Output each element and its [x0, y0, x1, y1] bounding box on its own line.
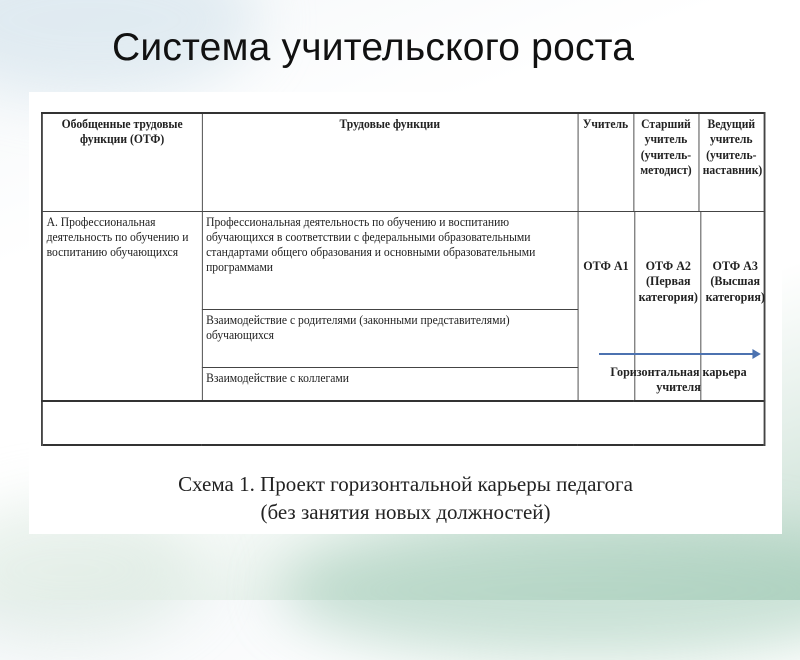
otf-table	[41, 112, 765, 446]
otf-a1-label	[578, 258, 634, 274]
scan-panel	[29, 92, 782, 534]
generalized-function-cell: А. Профессиональная деятельность по обучению и воспитанию обучающихся	[42, 211, 202, 401]
header-functions: Трудовые функции	[202, 113, 578, 211]
table-header-row	[42, 113, 765, 211]
labor-function-2: Взаимодействие с родителями (законными представителями) обучающихся	[202, 309, 578, 367]
labor-function-3: Взаимодействие с коллегами	[202, 367, 578, 401]
otf-a1-code: ОТФ А1	[583, 257, 629, 273]
otf-a2-category: (Первая категория)	[638, 273, 698, 305]
caption-line-1: Схема 1. Проект горизонтальной карьеры педагога	[178, 472, 633, 496]
caption-line-2: (без занятия новых должностей)	[260, 500, 551, 524]
slide-title: Система учительского роста	[112, 26, 635, 69]
labor-function-1: Профессиональная деятельность по обучению и воспитанию обучающихся в соответствии с федеральными образовательными стандартами общего образования и основными образовательными программами	[202, 211, 578, 309]
header-otf: Обобщенные трудовые функции (ОТФ)	[42, 113, 202, 211]
career-cell	[578, 211, 765, 401]
otf-a2-label	[636, 258, 701, 306]
table-empty-row	[42, 401, 765, 445]
otf-a3-category: (Высшая категория)	[705, 273, 765, 305]
table-row	[42, 211, 765, 309]
header-teacher: Учитель	[578, 113, 634, 211]
header-senior-teacher: Старший учитель (учитель-методист)	[633, 113, 698, 211]
background-glow-bottom-right	[280, 520, 800, 660]
arrow-head-icon	[752, 349, 760, 359]
otf-a3-label	[703, 258, 768, 306]
otf-a3-code: ОТФ А3	[712, 257, 758, 273]
otf-a2-code: ОТФ А2	[645, 257, 691, 273]
header-leading-teacher: Ведущий учитель (учитель-наставник)	[699, 113, 765, 211]
career-arrow-icon	[599, 353, 759, 355]
career-arrow-label: Горизонтальная карьера учителя	[610, 363, 747, 395]
